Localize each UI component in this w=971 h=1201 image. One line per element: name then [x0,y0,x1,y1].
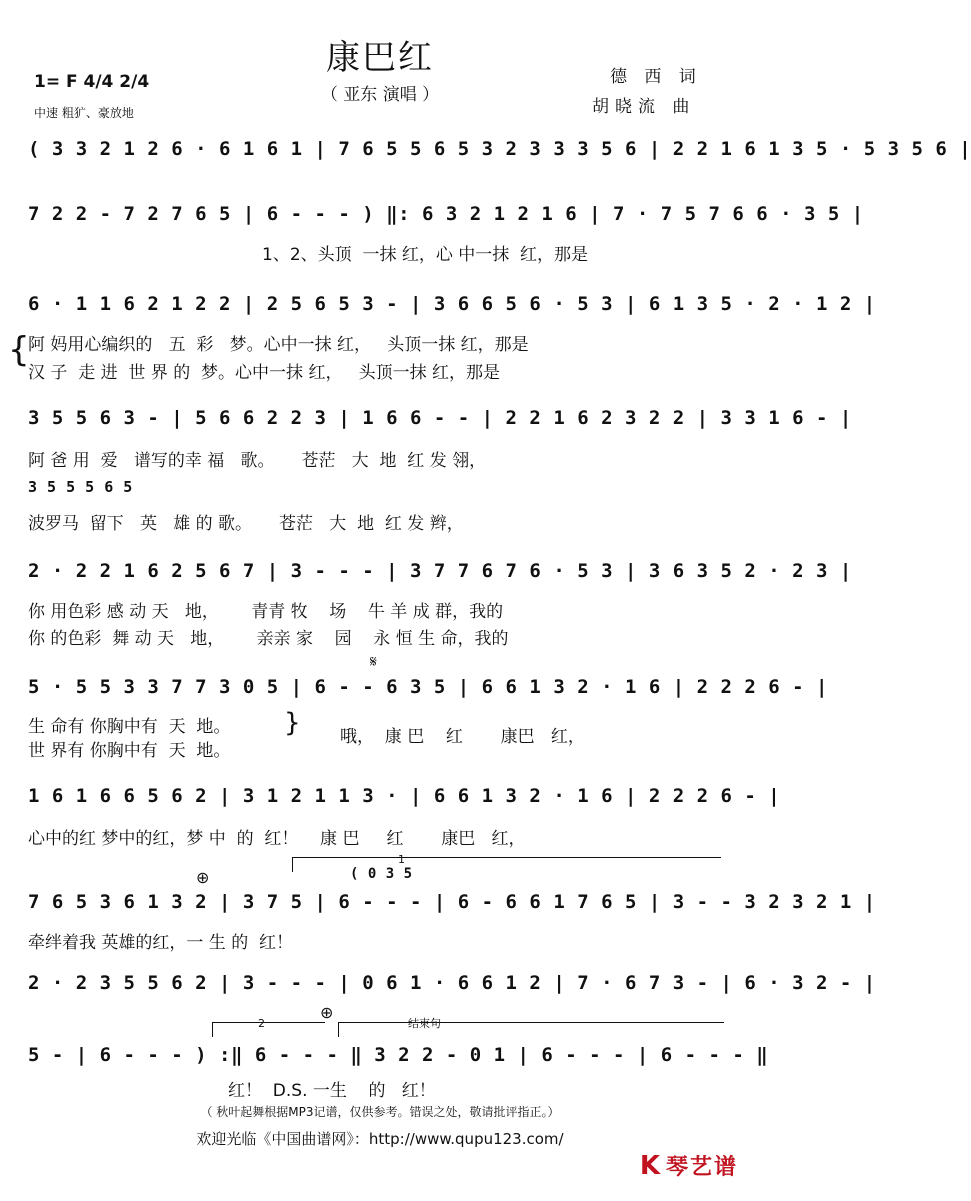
ending-bracket [338,1022,724,1037]
coda-sign-1: ⊕ [196,868,210,887]
volta-label-2: 2 [258,1017,265,1030]
verse-brace: { [8,330,30,370]
segno-sign: 𝄋 [370,652,377,671]
lyric-line-7: 心中的红 梦中的红，梦 中 的 红！ 康 巴 红 康巴 红， [28,829,526,849]
volta-label-1: 1 [398,853,405,866]
score-line-10: 5 - | 6 - - - ) :‖ 6 - - - ‖ 3 2 2 - 0 1 | 6 - - - | 6 - - - ‖ [28,1044,769,1066]
logo-mark-icon: K [639,1151,662,1181]
composer-credit: 胡晓流 曲 [592,97,696,117]
lyric-line-3b: 汉 子 走 进 世 界 的 梦。心中一抹 红， 头顶一抹 红，那是 [28,363,501,383]
lyric-line-6b: 世 界有 你胸中有 天 地。 [28,741,231,761]
logo-text: 琴艺谱 [665,1155,738,1180]
score-line-6: 5 · 5 5 3 3 7 7 3 0 5 | 6 - - 6 3 5 | 6 6 1 3 2 · 1 6 | 2 2 2 6 - | [28,676,828,698]
score-line-5: 2 · 2 2 1 6 2 5 6 7 | 3 - - - | 3 7 7 6 7 6 · 5 3 | 3 6 3 5 2 · 2 3 | [28,560,852,582]
lyric-line-6c: 哦， 康 巴 红 康巴 红， [340,727,585,747]
brand-logo [640,1150,738,1181]
lyric-line-2: 1、2、头顶 一抹 红，心 中一抹 红，那是 [262,245,589,265]
site-link[interactable]: 欢迎光临《中国曲谱网》：http://www.qupu123.com/ [196,1130,564,1148]
score-line-3: 6 · 1 1 6 2 1 2 2 | 2 5 6 5 3 - | 3 6 6 5 6 · 5 3 | 6 1 3 5 · 2 · 1 2 | [28,293,876,315]
lyric-line-5a: 你 用色彩 感 动 天 地， 青青 牧 场 牛 羊 成 群，我的 [28,602,504,622]
score-line-1: ( 3 3 2 1 2 6 · 6 1 6 1 | 7 6 5 5 6 5 3 2 3 3 3 5 6 | 2 2 1 6 1 3 5 · 5 3 5 6 | [28,138,971,160]
lyric-line-3a: 阿 妈用心编织的 五 彩 梦。心中一抹 红， 头顶一抹 红，那是 [28,335,529,355]
ending-label: 结束句 [408,1017,441,1030]
score-line-4: 3 5 5 6 3 - | 5 6 6 2 2 3 | 1 6 6 - - | 2 2 1 6 2 3 2 2 | 3 3 1 6 - | [28,407,852,429]
score-line-9: 2 · 2 3 5 5 6 2 | 3 - - - | 0 6 1 · 6 6 1 2 | 7 · 6 7 3 - | 6 · 3 2 - | [28,972,876,994]
key-signature: 1= F 4/4 2/4 [34,72,150,92]
lyric-brace: } [284,708,301,738]
lyric-line-4b: 波罗马 留下 英 雄 的 歌。 苍茫 大 地 红 发 辫， [28,514,464,534]
lyric-line-8: 牵绊着我 英雄的红，一 生 的 红！ [28,933,294,953]
volta-bracket-2 [212,1022,325,1037]
song-title: 康巴红 [326,38,434,78]
lyric-line-5b: 你 的色彩 舞 动 天 地， 亲亲 家 园 永 恒 生 命，我的 [28,629,509,649]
lyricist-credit: 德 西 词 [610,67,702,87]
score-line-8: 7 6 5 3 6 1 3 2 | 3 7 5 | 6 - - - | 6 - 6 6 1 7 6 5 | 3 - - 3 2 3 2 1 | [28,891,876,913]
singer-credit: （ 亚东 演唱 ） [320,85,440,105]
lyric-line-10: 红！ D.S. 一生 的 红！ [228,1081,436,1101]
tempo-marking: 中速 粗犷、豪放地 [34,106,134,120]
score-aside-8: ( 0 3 5 [350,866,413,882]
lyric-line-4a: 阿 爸 用 爱 谱写的幸 福 歌。 苍茫 大 地 红 发 翎， [28,451,487,471]
transcriber-note: （ 秋叶起舞根据MP3记谱，仅供参考。错误之处，敬请批评指正。） [200,1105,560,1119]
score-line-7: 1 6 1 6 6 5 6 2 | 3 1 2 1 1 3 · | 6 6 1 3 2 · 1 6 | 2 2 2 6 - | [28,785,781,807]
score-line-2: 7 2 2 - 7 2 7 6 5 | 6 - - - ) ‖: 6 3 2 1 2 1 6 | 7 · 7 5 7 6 6 · 3 5 | [28,203,864,225]
score-line-4b: 3 5 5 5 6 5 [28,478,133,496]
lyric-line-6a: 生 命有 你胸中有 天 地。 [28,717,231,737]
coda-sign-2: ⊕ [320,1003,334,1022]
